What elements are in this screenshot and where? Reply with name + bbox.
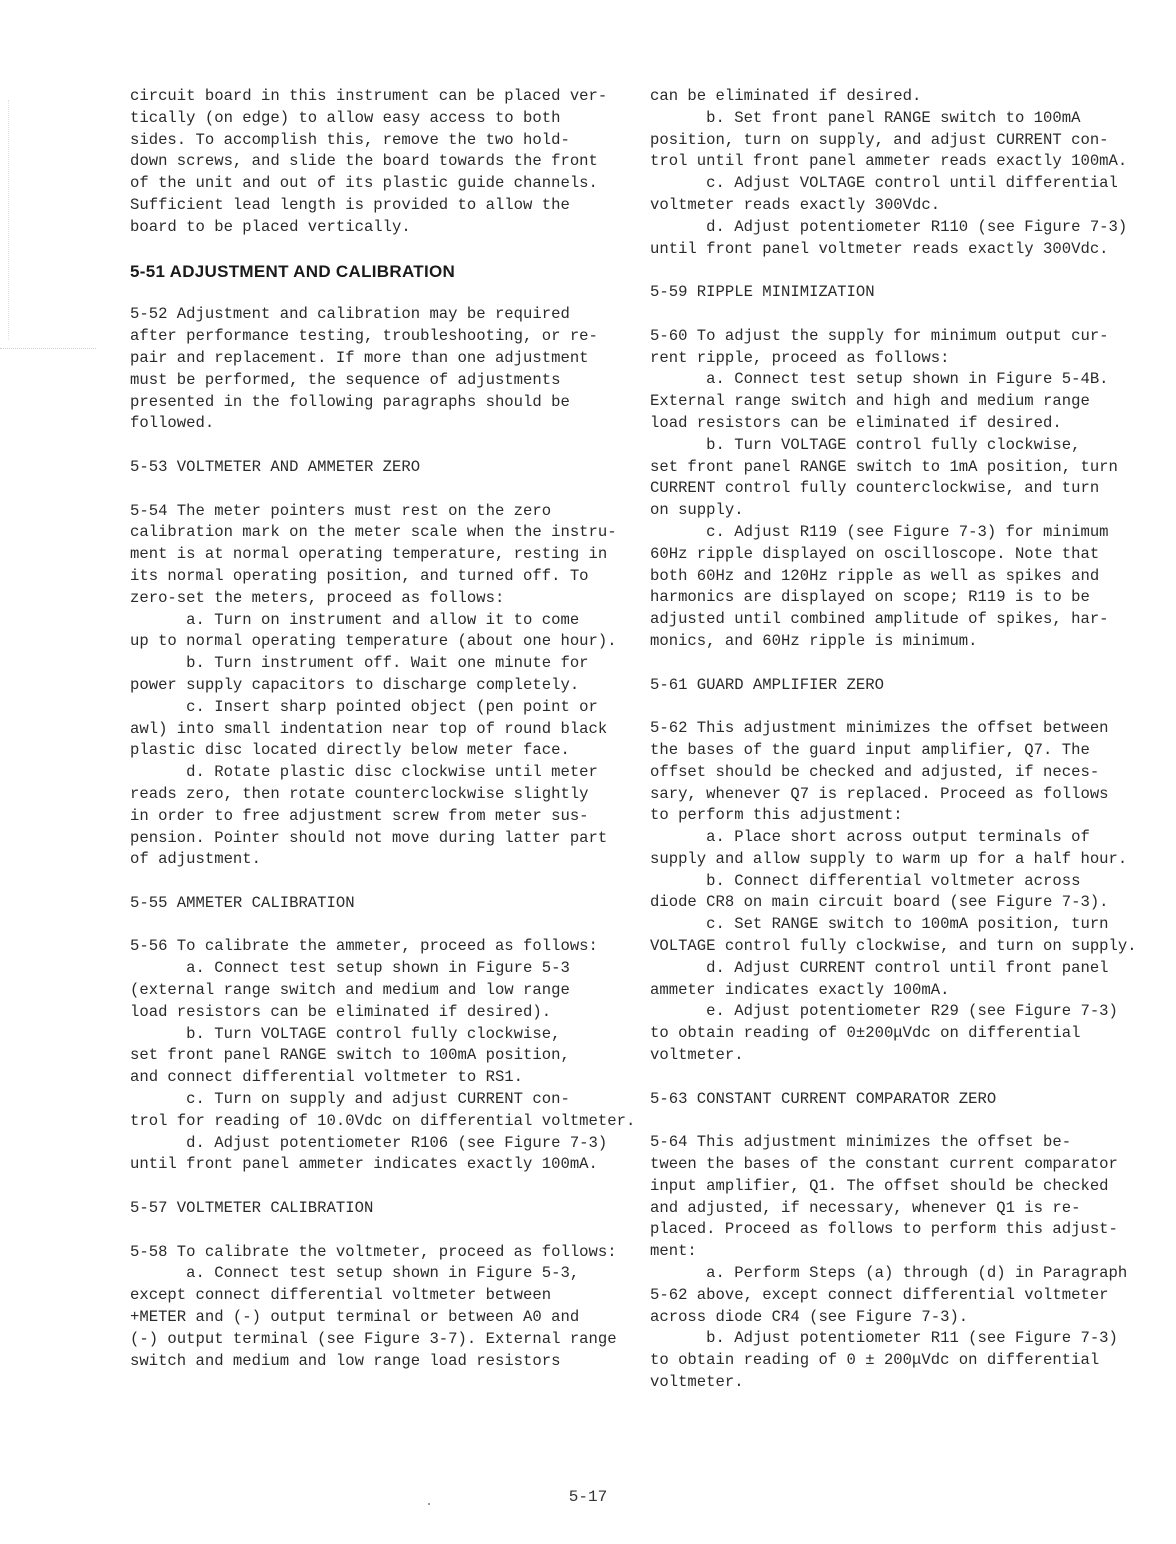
text-line: tically (on edge) to allow easy access to both [130, 108, 561, 127]
paragraph-5-58 [130, 1242, 620, 1373]
text-line: 5-54 The meter pointers must rest on the zero [130, 501, 552, 520]
text-line: voltmeter. [650, 1046, 744, 1065]
text-line: switch and medium and low range load resistors [130, 1351, 561, 1370]
text-line: d. Adjust potentiometer R106 (see Figure 7-3) [130, 1133, 608, 1152]
text-line: d. Adjust CURRENT control until front panel [650, 958, 1109, 977]
text-line: trol until front panel ammeter reads exactly 100mA. [650, 152, 1128, 171]
text-line: voltmeter reads exactly 300Vdc. [650, 195, 941, 214]
text-line: set front panel RANGE switch to 1mA position, turn [650, 457, 1118, 476]
text-line: ammeter indicates exactly 100mA. [650, 980, 950, 999]
text-line: a. Place short across output terminals of [650, 828, 1090, 847]
subsection-heading-5-57: 5-57 VOLTMETER CALIBRATION [130, 1199, 374, 1218]
text-line: b. Turn VOLTAGE control fully clockwise, [650, 435, 1081, 454]
text-line: to obtain reading of 0±200μVdc on differential [650, 1024, 1081, 1043]
text-line: adjusted until combined amplitude of spikes, har- [650, 610, 1109, 629]
text-line: c. Insert sharp pointed object (pen point or [130, 697, 598, 716]
section-heading-5-51: 5-51 ADJUSTMENT AND CALIBRATION [130, 261, 456, 281]
left-column [130, 86, 636, 1372]
text-line: a. Connect test setup shown in Figure 5-3, [130, 1264, 580, 1283]
text-line: both 60Hz and 120Hz ripple as well as spikes and [650, 566, 1100, 585]
scan-margin-rule [0, 348, 96, 349]
text-line: placed. Proceed as follows to perform this adjust- [650, 1220, 1118, 1239]
text-line: d. Rotate plastic disc clockwise until meter [130, 763, 598, 782]
text-line: diode CR8 on main circuit board (see Figure 7-3). [650, 893, 1109, 912]
text-line: to perform this adjustment: [650, 806, 903, 825]
text-line: of adjustment. [130, 850, 262, 869]
text-line: (-) output terminal (see Figure 3-7). External range [130, 1329, 617, 1348]
text-line: 5-62 above, except connect differential voltmeter [650, 1285, 1109, 1304]
text-line: down screws, and slide the board towards the front [130, 152, 598, 171]
text-line: c. Adjust R119 (see Figure 7-3) for minimum [650, 522, 1109, 541]
paragraph-5-58-continued [650, 86, 1144, 260]
text-line: the bases of the guard input amplifier, Q7. The [650, 740, 1090, 759]
text-line: supply and allow supply to warm up for a half hour. [650, 849, 1128, 868]
text-line: sary, whenever Q7 is replaced. Proceed as follows [650, 784, 1109, 803]
text-line: zero-set the meters, proceed as follows: [130, 588, 505, 607]
text-line: a. Connect test setup shown in Figure 5-4B. [650, 370, 1109, 389]
text-line: b. Turn VOLTAGE control fully clockwise, [130, 1024, 561, 1043]
paragraph-5-62 [650, 718, 1144, 1067]
text-line: across diode CR4 (see Figure 7-3). [650, 1307, 969, 1326]
text-line: and adjusted, if necessary, whenever Q1 is re- [650, 1198, 1081, 1217]
scan-margin-mark [8, 100, 9, 340]
text-line: its normal operating position, and turned off. To [130, 566, 589, 585]
text-line: CURRENT control fully counterclockwise, and turn [650, 479, 1100, 498]
text-line: offset should be checked and adjusted, if neces- [650, 762, 1100, 781]
text-line: a. Turn on instrument and allow it to come [130, 610, 580, 629]
text-line: c. Turn on supply and adjust CURRENT con- [130, 1090, 570, 1109]
subsection-heading-5-61: 5-61 GUARD AMPLIFIER ZERO [650, 675, 884, 694]
text-line: input amplifier, Q1. The offset should be checked [650, 1176, 1109, 1195]
right-column [650, 86, 1144, 1394]
text-line: power supply capacitors to discharge completely. [130, 675, 580, 694]
text-line: a. Perform Steps (a) through (d) in Paragraph [650, 1264, 1128, 1283]
text-line: c. Adjust VOLTAGE control until differential [650, 174, 1118, 193]
text-line: presented in the following paragraphs should be [130, 392, 570, 411]
text-line: b. Turn instrument off. Wait one minute for [130, 654, 589, 673]
text-line: can be eliminated if desired. [650, 87, 922, 105]
text-line: sides. To accomplish this, remove the two hold- [130, 130, 570, 149]
subsection-heading-5-59: 5-59 RIPPLE MINIMIZATION [650, 283, 875, 302]
text-line: e. Adjust potentiometer R29 (see Figure 7-3) [650, 1002, 1118, 1021]
text-line: voltmeter. [650, 1373, 744, 1392]
text-line: plastic disc located directly below meter face. [130, 741, 570, 760]
text-line: 5-64 This adjustment minimizes the offset be- [650, 1133, 1072, 1152]
subsection-heading-5-55: 5-55 AMMETER CALIBRATION [130, 893, 355, 912]
page-number: 5-17 [568, 1488, 608, 1506]
text-line: Sufficient lead length is provided to allow the [130, 195, 570, 214]
text-line: followed. [130, 414, 215, 433]
text-line: and connect differential voltmeter to RS1. [130, 1068, 524, 1087]
text-line: monics, and 60Hz ripple is minimum. [650, 631, 978, 650]
text-line: b. Adjust potentiometer R11 (see Figure 7-3) [650, 1329, 1118, 1348]
text-line: trol for reading of 10.0Vdc on differential voltmeter. [130, 1111, 636, 1130]
continued-paragraph [130, 86, 620, 239]
text-line: rent ripple, proceed as follows: [650, 348, 950, 367]
text-line: b. Connect differential voltmeter across [650, 871, 1081, 890]
text-line: 5-52 Adjustment and calibration may be required [130, 305, 570, 324]
text-line: until front panel voltmeter reads exactly 300Vdc. [650, 239, 1109, 258]
text-line: ment: [650, 1242, 697, 1261]
text-line: after performance testing, troubleshooting, or re- [130, 327, 598, 346]
text-line: position, turn on supply, and adjust CURRENT con- [650, 130, 1109, 149]
text-line: until front panel ammeter indicates exactly 100mA. [130, 1155, 598, 1174]
text-line: board to be placed vertically. [130, 217, 411, 236]
text-line: awl) into small indentation near top of round black [130, 719, 608, 738]
text-line: ment is at normal operating temperature, resting in [130, 545, 608, 564]
text-line: must be performed, the sequence of adjustments [130, 370, 561, 389]
text-line: pair and replacement. If more than one adjustment [130, 348, 589, 367]
paragraph-5-56 [130, 936, 636, 1176]
text-line: a. Connect test setup shown in Figure 5-3 [130, 959, 570, 978]
subsection-heading-5-63: 5-63 CONSTANT CURRENT COMPARATOR ZERO [650, 1089, 997, 1108]
paragraph-5-54 [130, 501, 620, 872]
paragraph-5-52 [130, 304, 620, 435]
text-line: set front panel RANGE switch to 100mA position, [130, 1046, 570, 1065]
text-line: c. Set RANGE switch to 100mA position, turn [650, 915, 1109, 934]
text-line: to obtain reading of 0 ± 200μVdc on differential [650, 1351, 1100, 1370]
paragraph-5-64 [650, 1132, 1144, 1394]
text-line: harmonics are displayed on scope; R119 is to be [650, 588, 1090, 607]
text-line: except connect differential voltmeter between [130, 1286, 552, 1305]
text-line: tween the bases of the constant current comparator [650, 1155, 1118, 1174]
text-line: in order to free adjustment screw from meter sus- [130, 806, 589, 825]
paragraph-5-60 [650, 326, 1144, 653]
text-line: up to normal operating temperature (about one hour). [130, 632, 617, 651]
text-line: b. Set front panel RANGE switch to 100mA [650, 108, 1081, 127]
text-line: pension. Pointer should not move during latter part [130, 828, 608, 847]
subsection-heading-5-53: 5-53 VOLTMETER AND AMMETER ZERO [130, 457, 421, 476]
text-line: External range switch and high and medium range [650, 392, 1090, 411]
text-line: on supply. [650, 501, 744, 520]
text-line: 5-56 To calibrate the ammeter, proceed as follows: [130, 937, 598, 956]
text-line: 60Hz ripple displayed on oscilloscope. Note that [650, 544, 1100, 563]
text-line: reads zero, then rotate counterclockwise slightly [130, 784, 589, 803]
text-line: 5-60 To adjust the supply for minimum output cur- [650, 326, 1109, 345]
text-line: +METER and (-) output terminal or between A0 and [130, 1308, 580, 1327]
text-line: calibration mark on the meter scale when the instru- [130, 523, 617, 542]
text-line: circuit board in this instrument can be placed ver- [130, 87, 608, 105]
text-line: load resistors can be eliminated if desired). [130, 1002, 552, 1021]
text-line: d. Adjust potentiometer R110 (see Figure 7-3) [650, 217, 1128, 236]
text-line: 5-58 To calibrate the voltmeter, proceed as follows: [130, 1242, 617, 1261]
text-line: (external range switch and medium and low range [130, 981, 570, 1000]
text-line: VOLTAGE control fully clockwise, and turn on supply. [650, 937, 1137, 956]
text-line: 5-62 This adjustment minimizes the offset between [650, 719, 1109, 738]
text-line: load resistors can be eliminated if desired. [650, 413, 1062, 432]
text-line: of the unit and out of its plastic guide channels. [130, 174, 598, 193]
